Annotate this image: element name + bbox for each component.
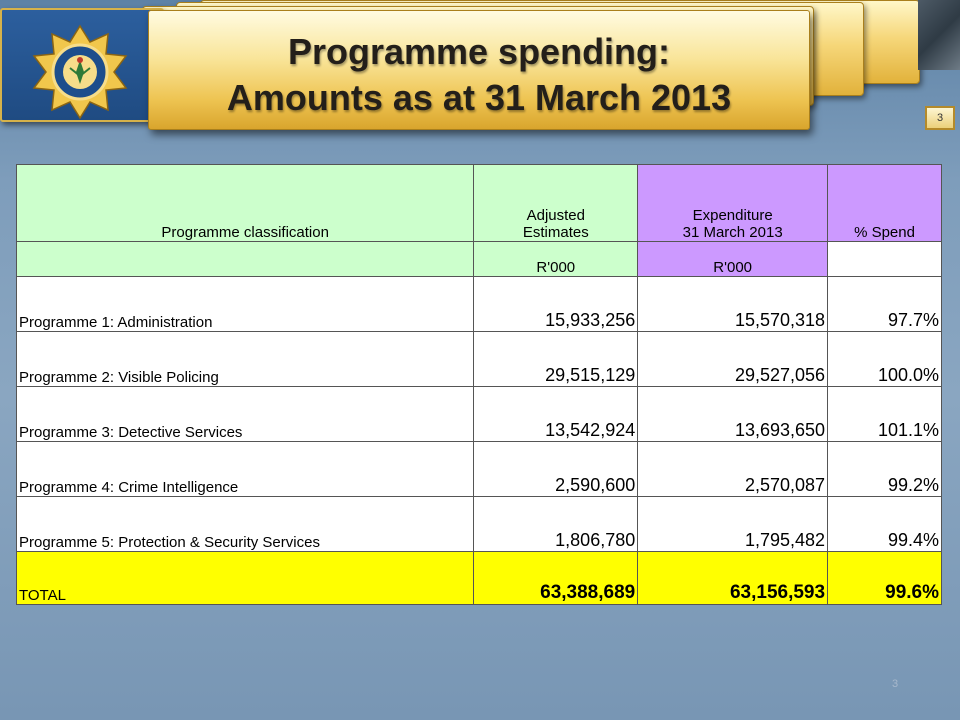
- table-unit-row: [17, 242, 942, 277]
- table-header-row: [17, 165, 942, 242]
- programme-name: Programme 4: Crime Intelligence: [17, 442, 474, 497]
- expenditure-value: 2,570,087: [638, 442, 828, 497]
- page-title: Programme spending:: [287, 31, 671, 72]
- column-header-spend: % Spend: [828, 165, 942, 242]
- spend-percent: 101.1%: [828, 387, 942, 442]
- programme-name: Programme 2: Visible Policing: [17, 332, 474, 387]
- unit-cell: [17, 242, 474, 277]
- total-spend-percent: 99.6%: [828, 552, 942, 605]
- footer-slide-number: 3: [892, 678, 899, 690]
- table-row: [17, 332, 942, 387]
- expenditure-value: 1,795,482: [638, 497, 828, 552]
- total-estimate: 63,388,689: [474, 552, 638, 605]
- spend-percent: 99.4%: [828, 497, 942, 552]
- programme-name: Programme 3: Detective Services: [17, 387, 474, 442]
- column-header-estimates: Adjusted Estimates: [474, 165, 638, 242]
- total-row: [17, 552, 942, 605]
- programme-name: Programme 1: Administration: [17, 277, 474, 332]
- table-row: [17, 387, 942, 442]
- column-header-programme: Programme classification: [17, 165, 474, 242]
- total-expenditure: 63,156,593: [638, 552, 828, 605]
- saps-badge-icon: [24, 24, 136, 120]
- table-row: [17, 497, 942, 552]
- programme-name: Programme 5: Protection & Security Services: [17, 497, 474, 552]
- total-label: TOTAL: [17, 552, 474, 605]
- spend-percent: 97.7%: [828, 277, 942, 332]
- expenditure-value: 13,693,650: [638, 387, 828, 442]
- slide-number-badge: 3: [925, 106, 955, 130]
- adjusted-estimate: 13,542,924: [474, 387, 638, 442]
- unit-cell: [828, 242, 942, 277]
- page-subtitle: Amounts as at 31 March 2013: [226, 77, 732, 118]
- spend-percent: 99.2%: [828, 442, 942, 497]
- unit-cell: R'000: [638, 242, 828, 277]
- programme-spending-table: [16, 164, 942, 605]
- adjusted-estimate: 29,515,129: [474, 332, 638, 387]
- photo-strip: [918, 0, 960, 70]
- title-banner: [148, 10, 810, 130]
- table-row: [17, 442, 942, 497]
- column-header-expenditure: Expenditure 31 March 2013: [638, 165, 828, 242]
- unit-cell: R'000: [474, 242, 638, 277]
- table-row: [17, 277, 942, 332]
- expenditure-value: 15,570,318: [638, 277, 828, 332]
- adjusted-estimate: 2,590,600: [474, 442, 638, 497]
- logo-card: [0, 8, 164, 122]
- adjusted-estimate: 1,806,780: [474, 497, 638, 552]
- adjusted-estimate: 15,933,256: [474, 277, 638, 332]
- expenditure-value: 29,527,056: [638, 332, 828, 387]
- spend-percent: 100.0%: [828, 332, 942, 387]
